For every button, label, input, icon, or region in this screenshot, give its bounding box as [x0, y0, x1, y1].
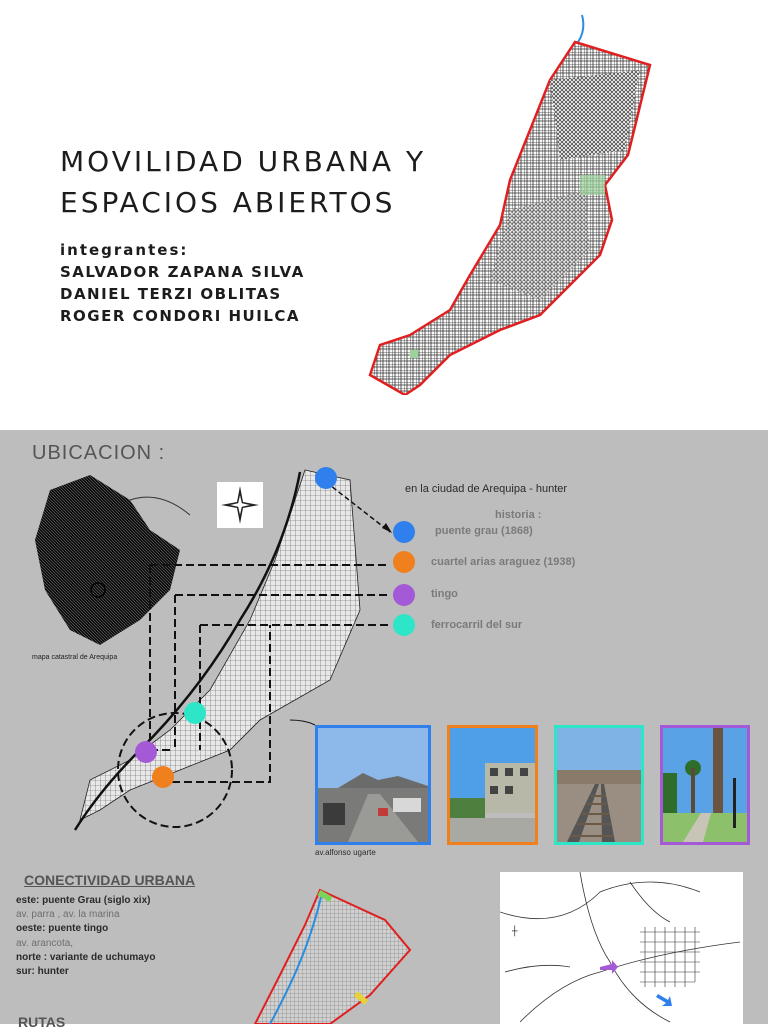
tingo-map-marker: [135, 741, 157, 763]
connectivity-line: norte : variante de uchumayo: [16, 952, 156, 963]
photo-ferrocarril: [554, 725, 644, 845]
svg-text:┼: ┼: [512, 927, 518, 937]
map-caption: mapa catastral de Arequipa: [32, 654, 118, 661]
study-area-map: [350, 10, 670, 395]
member-name: SALVADOR ZAPANA SILVA: [60, 263, 305, 281]
legend-dot: [393, 521, 415, 543]
connectivity-line: av. parra , av. la marina: [16, 909, 120, 920]
legend-dot: [393, 584, 415, 606]
photo-tingo: [660, 725, 750, 845]
title-line-1: MOVILIDAD URBANA Y: [60, 145, 427, 178]
legend-label: tingo: [431, 588, 458, 600]
railway-photo-image: [557, 728, 641, 842]
ferrocarril-map-marker: [184, 702, 206, 724]
legend-dot: [393, 614, 415, 636]
cuartel-photo-image: [450, 728, 535, 842]
members-heading: integrantes:: [60, 241, 189, 259]
historical-map-drawing: [500, 872, 743, 1024]
city-location-text: en la ciudad de Arequipa - hunter: [405, 483, 568, 495]
historical-map: [500, 872, 743, 1024]
legend-label: ferrocarril del sur: [431, 619, 523, 631]
connectivity-line: este: puente Grau (siglo xix): [16, 895, 151, 906]
legend-dot: [393, 551, 415, 573]
member-name: DANIEL TERZI OBLITAS: [60, 285, 282, 303]
legend-label: puente grau (1868): [435, 525, 533, 537]
historia-heading: historia :: [495, 509, 542, 521]
ubicacion-heading: UBICACION :: [32, 442, 166, 464]
rutas-heading: RUTAS: [18, 1014, 66, 1030]
connectivity-line: oeste: puente tingo: [16, 923, 109, 934]
connectivity-line: av. arancota,: [16, 938, 74, 949]
title-slide: [0, 0, 768, 430]
conectividad-heading: CONECTIVIDAD URBANA: [24, 872, 196, 888]
photo-avenida: [315, 725, 431, 845]
title-line-2: ESPACIOS ABIERTOS: [60, 186, 396, 219]
location-slide: [0, 430, 768, 1030]
member-name: ROGER CONDORI HUILCA: [60, 307, 300, 325]
river-line: [578, 15, 583, 42]
photo-cuartel: [447, 725, 538, 845]
connectivity-map: [250, 885, 420, 1024]
cuartel-map-marker: [152, 766, 174, 788]
puente-grau-map-marker: [315, 467, 337, 489]
legend-label: cuartel arias araguez (1938): [431, 556, 576, 568]
street-photo-image: [318, 728, 428, 842]
connectivity-line: sur: hunter: [16, 966, 69, 977]
tingo-photo-image: [663, 728, 747, 842]
photo-caption: av.alfonso ugarte: [315, 848, 376, 857]
